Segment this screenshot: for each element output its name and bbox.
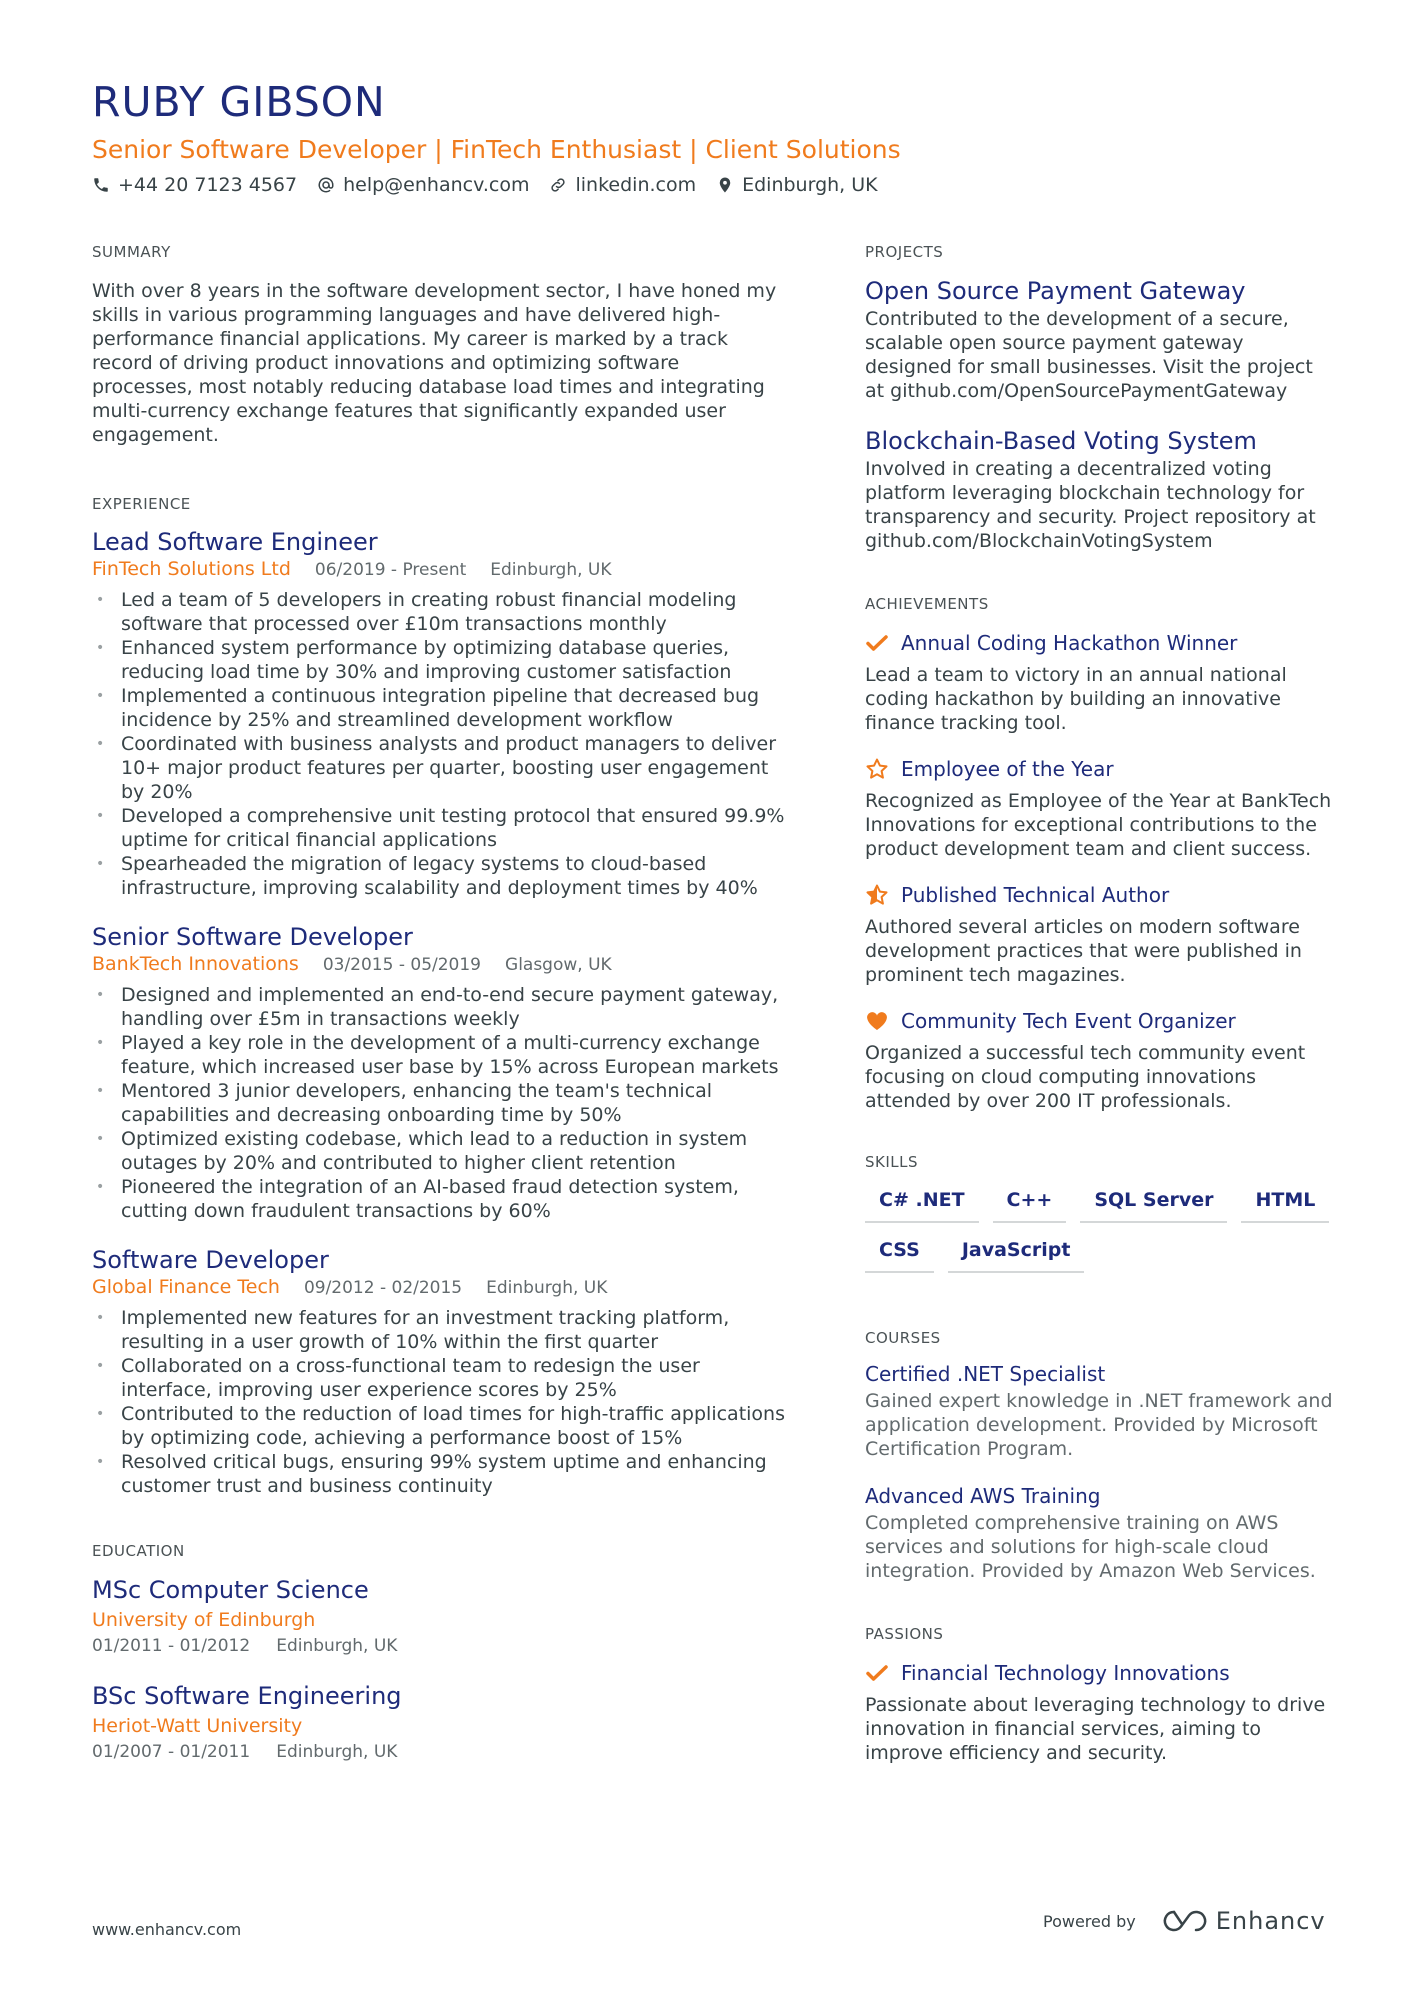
bullet-item: • Implemented a continuous integration pipeline that decreased bug incidence by 25% and streamlined development workflow (92, 684, 792, 732)
bullet-item: • Optimized existing codebase, which lead to a reduction in system outages by 20% and contributed to higher client retention (92, 1127, 792, 1175)
degree-title: BSc Software Engineering (92, 1682, 402, 1710)
project-item (865, 425, 1335, 553)
job-dates: 06/2019 - Present (314, 560, 467, 580)
headline: Senior Software Developer | FinTech Enthusiast | Client Solutions (92, 135, 901, 164)
job-location: Edinburgh, UK (486, 1278, 608, 1298)
project-title: Blockchain-Based Voting System (865, 427, 1257, 455)
school-name: University of Edinburgh (92, 1609, 316, 1631)
experience-item (92, 1245, 792, 1498)
achievement-desc: Organized a successful tech community event focusing on cloud computing innovations attended by over 200 IT professionals. (865, 1042, 1306, 1112)
achievement-item (865, 1009, 1335, 1113)
phone-icon (92, 176, 110, 194)
powered-by-label: Powered by (1043, 1911, 1136, 1931)
project-desc: Contributed to the development of a secure, scalable open source payment gateway designed for small businesses. Visit the project at github.com/OpenSourcePaymentGateway (865, 308, 1313, 402)
job-location: Glasgow, UK (505, 955, 612, 975)
bullet-item: • Contributed to the reduction of load times for high-traffic applications by optimizing code, achieving a performance boost of 15% (92, 1402, 792, 1450)
passion-header (865, 1661, 1335, 1685)
projects-section (865, 243, 1335, 553)
job-title: Senior Software Developer (92, 923, 413, 951)
bullet-item: • Coordinated with business analysts and product managers to deliver 10+ major product features per quarter, boosting user engagement by 20% (92, 732, 792, 804)
summary-text: With over 8 years in the software development sector, I have honed my skills in various programming languages and have delivered high-performance financial applications. My career is marked by a track record of driving product innovations and optimizing software processes, most notably reducing database load times and integrating multi-currency exchange features that significantly expanded user engagement. (92, 280, 777, 446)
email-text: help@enhancv.com (343, 174, 530, 196)
achievement-desc: Lead a team to victory in an annual national coding hackathon by building an innovative finance tracking tool. (865, 664, 1287, 734)
bullet-item: • Pioneered the integration of an AI-based fraud detection system, cutting down fraudulent transactions by 60% (92, 1175, 792, 1223)
projects-heading: PROJECTS (865, 243, 944, 261)
bullet-item: • Collaborated on a cross-functional team to redesign the user interface, improving user experience scores by 25% (92, 1354, 792, 1402)
skill-tag: CSS (865, 1235, 934, 1273)
education-meta (92, 1634, 792, 1658)
heart-icon (865, 1009, 889, 1033)
achievement-title: Published Technical Author (901, 883, 1170, 907)
achievement-item (865, 631, 1335, 735)
experience-item (92, 922, 792, 1223)
job-meta (92, 557, 792, 582)
course-desc: Completed comprehensive training on AWS services and solutions for high-scale cloud integration. Provided by Amazon Web Services. (865, 1512, 1316, 1582)
left-column (92, 243, 792, 1786)
education-section (92, 1542, 792, 1764)
contact-bar (92, 174, 878, 196)
course-desc: Gained expert knowledge in .NET framework and application development. Provided by Microsoft Certification Program. (865, 1390, 1333, 1460)
education-item (92, 1574, 792, 1658)
passion-title: Financial Technology Innovations (901, 1661, 1230, 1685)
passion-item (865, 1661, 1335, 1765)
bullet-item: • Played a key role in the development of a multi-currency exchange feature, which increased user base by 15% across European markets (92, 1031, 792, 1079)
experience-heading: EXPERIENCE (92, 495, 191, 513)
job-title: Lead Software Engineer (92, 528, 378, 556)
achievement-title: Annual Coding Hackathon Winner (901, 631, 1238, 655)
course-title: Advanced AWS Training (865, 1484, 1101, 1508)
education-heading: EDUCATION (92, 1542, 185, 1560)
job-bullets (92, 983, 792, 1223)
achievement-header (865, 631, 1335, 655)
summary-heading: SUMMARY (92, 243, 171, 261)
skill-tag: C++ (993, 1185, 1067, 1223)
phone-text: +44 20 7123 4567 (118, 174, 298, 196)
location-pin-icon (716, 176, 734, 194)
enhancv-logo-text: Enhancv (1215, 1907, 1326, 1935)
check-icon (865, 631, 889, 655)
skill-tag: JavaScript (948, 1235, 1085, 1273)
company-name: Global Finance Tech (92, 1276, 280, 1298)
contact-location (716, 174, 878, 196)
bullet-item: • Designed and implemented an end-to-end secure payment gateway, handling over £5m in transactions weekly (92, 983, 792, 1031)
location-text: Edinburgh, UK (742, 174, 878, 196)
achievement-title: Employee of the Year (901, 757, 1114, 781)
job-title: Software Developer (92, 1246, 329, 1274)
bullet-item: • Implemented new features for an investment tracking platform, resulting in a user growth of 10% within the first quarter (92, 1306, 792, 1354)
education-meta (92, 1740, 792, 1764)
education-item (92, 1680, 792, 1764)
experience-item (92, 527, 792, 900)
company-name: FinTech Solutions Ltd (92, 558, 291, 580)
skill-tag: HTML (1241, 1185, 1329, 1223)
course-item (865, 1481, 1335, 1583)
bullet-item: • Resolved critical bugs, ensuring 99% system uptime and enhancing customer trust and business continuity (92, 1450, 792, 1498)
link-icon (549, 176, 567, 194)
experience-section (92, 495, 792, 1498)
star-half-icon (865, 883, 889, 907)
job-bullets (92, 1306, 792, 1498)
passions-section (865, 1625, 1335, 1765)
candidate-name: RUBY GIBSON (92, 78, 386, 126)
job-bullets (92, 588, 792, 900)
bullet-item: • Enhanced system performance by optimizing database queries, reducing load time by 30% and improving customer satisfaction (92, 636, 792, 684)
skills-heading: SKILLS (865, 1153, 919, 1171)
skill-tag: SQL Server (1080, 1185, 1227, 1223)
bullet-item: • Spearheaded the migration of legacy systems to cloud-based infrastructure, improving scalability and deployment times by 40% (92, 852, 792, 900)
job-location: Edinburgh, UK (490, 560, 612, 580)
achievements-section (865, 595, 1335, 1113)
achievement-header (865, 757, 1335, 781)
job-dates: 03/2015 - 05/2019 (322, 955, 482, 975)
contact-linkedin[interactable] (549, 174, 696, 196)
bullet-item: • Mentored 3 junior developers, enhancing the team's technical capabilities and decreasing onboarding time by 50% (92, 1079, 792, 1127)
project-title: Open Source Payment Gateway (865, 277, 1246, 305)
enhancv-logo-icon (1160, 1908, 1208, 1934)
achievement-header (865, 1009, 1335, 1033)
bullet-item: • Developed a comprehensive unit testing protocol that ensured 99.9% uptime for critical financial applications (92, 804, 792, 852)
education-dates: 01/2007 - 01/2011 (92, 1742, 251, 1762)
star-outline-icon (865, 757, 889, 781)
right-column (865, 243, 1335, 1787)
project-item (865, 275, 1335, 403)
courses-heading: COURSES (865, 1329, 941, 1347)
achievement-item (865, 883, 1335, 987)
contact-phone[interactable] (92, 174, 297, 196)
course-item (865, 1359, 1335, 1461)
bullet-item: • Led a team of 5 developers in creating robust financial modeling software that processed over £10m transactions monthly (92, 588, 792, 636)
course-title: Certified .NET Specialist (865, 1362, 1106, 1386)
at-icon (317, 176, 335, 194)
school-name: Heriot-Watt University (92, 1715, 303, 1737)
passions-heading: PASSIONS (865, 1625, 944, 1643)
degree-title: MSc Computer Science (92, 1576, 369, 1604)
contact-email[interactable] (317, 174, 529, 196)
education-location: Edinburgh, UK (276, 1742, 398, 1762)
skills-list (865, 1185, 1335, 1273)
enhancv-logo[interactable] (1160, 1907, 1326, 1935)
job-meta (92, 1275, 792, 1300)
linkedin-text: linkedin.com (575, 174, 697, 196)
education-dates: 01/2011 - 01/2012 (92, 1636, 251, 1656)
job-meta (92, 952, 792, 977)
achievement-item (865, 757, 1335, 861)
footer-website[interactable]: www.enhancv.com (92, 1920, 242, 1939)
check-icon (865, 1661, 889, 1685)
job-dates: 09/2012 - 02/2015 (303, 1278, 463, 1298)
passion-desc: Passionate about leveraging technology to drive innovation in financial services, aiming to improve efficiency and security. (865, 1694, 1326, 1764)
skills-section (865, 1153, 1335, 1273)
achievement-header (865, 883, 1335, 907)
company-name: BankTech Innovations (92, 953, 299, 975)
footer-branding (1043, 1907, 1326, 1935)
education-location: Edinburgh, UK (276, 1636, 398, 1656)
courses-section (865, 1329, 1335, 1583)
project-desc: Involved in creating a decentralized voting platform leveraging blockchain technology for transparency and security. Project repository at github.com/BlockchainVotingSystem (865, 458, 1316, 552)
summary-section (92, 243, 792, 447)
achievements-heading: ACHIEVEMENTS (865, 595, 989, 613)
skill-tag: C# .NET (865, 1185, 979, 1223)
achievement-desc: Authored several articles on modern software development practices that were published in prominent tech magazines. (865, 916, 1302, 986)
achievement-title: Community Tech Event Organizer (901, 1009, 1236, 1033)
achievement-desc: Recognized as Employee of the Year at BankTech Innovations for exceptional contributions to the product development team and client success. (865, 790, 1332, 860)
